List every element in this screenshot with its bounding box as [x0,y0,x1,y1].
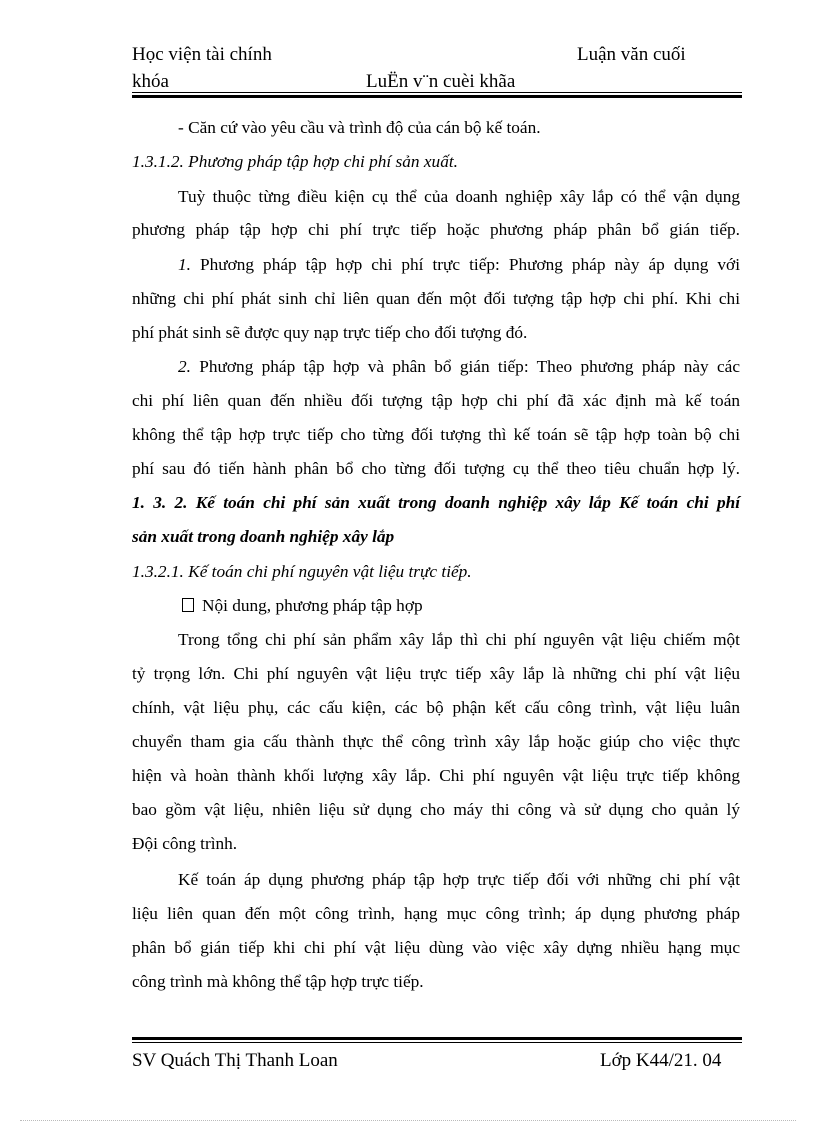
body-line: hiện và hoàn thành khối lượng xây lắp. Chi phí nguyên vật liệu trực tiếp không [132,766,740,785]
bullet-text: Nội dung, phương pháp tập hợp [202,596,423,615]
body-line: chuyển tham gia cấu thành thực thể công trình xây lắp hoặc giúp cho việc thực [132,732,740,751]
header-institution: Học viện tài chính [132,44,272,65]
numbered-paragraph-1 [178,254,740,276]
checkbox-bullet-icon [182,598,194,612]
body-line: liệu liên quan đến một công trình, hạng mục công trình; áp dụng phương pháp [132,904,740,923]
footer-rule-thin [132,1042,742,1043]
page-edge-divider [20,1120,796,1121]
body-line: những chi phí phát sinh chỉ liên quan đến một đối tượng tập hợp chi phí. Khi chi [132,289,740,308]
header-encoded-title: LuËn v¨n cuèi khãa [366,71,516,92]
body-line: phí phát sinh sẽ được quy nạp trực tiếp cho đối tượng đó. [132,323,528,342]
header-rule-thick [132,95,742,98]
list-number: 2. [178,357,191,376]
list-text: Phương pháp tập hợp chi phí trực tiếp: Phương pháp này áp dụng với [200,255,740,274]
body-line: công trình mà không thể tập hợp trực tiếp. [132,972,424,991]
body-line: phân bổ gián tiếp khi chi phí vật liệu dùng vào việc xây dựng nhiều hạng mục [132,938,740,957]
header-thesis-title: Luận văn cuối [577,44,686,65]
list-text: Phương pháp tập hợp và phân bổ gián tiếp: Theo phương pháp này các [199,357,741,376]
body-line: bao gồm vật liệu, nhiên liệu sử dụng cho máy thi công và sử dụng cho quản lý [132,800,740,819]
subsection-heading: 1.3.2.1. Kế toán chi phí nguyên vật liệu trực tiếp. [132,562,472,581]
body-line: không thể tập hợp trực tiếp cho từng đối tượng thì kế toán sẽ tập hợp toàn bộ chi [132,425,740,444]
list-number: 1. [178,255,191,274]
body-line: Kế toán áp dụng phương pháp tập hợp trực tiếp đối với những chi phí vật [178,870,740,889]
body-line: phí sau đó tiến hành phân bổ cho từng đối tượng cụ thể theo tiêu chuẩn hợp lý. [132,459,740,478]
section-heading: 1. 3. 2. Kế toán chi phí sản xuất trong doanh nghiệp xây lắp Kế toán chi phí [132,493,740,512]
section-heading-cont: sản xuất trong doanh nghiệp xây lắp [132,527,395,546]
subsection-heading: 1.3.1.2. Phương pháp tập hợp chi phí sản xuất. [132,152,458,171]
footer-class-code: Lớp K44/21. 04 [600,1050,722,1071]
footer-student-name: SV Quách Thị Thanh Loan [132,1050,338,1071]
body-line: phương pháp tập hợp chi phí trực tiếp hoặc phương pháp phân bổ gián tiếp. [132,220,740,239]
header-rule-thin [132,92,742,93]
bullet-item [182,595,423,617]
header-course: khóa [132,71,169,92]
body-line: chi phí liên quan đến nhiều đối tượng tập hợp chi phí đã xác định mà kế toán [132,391,740,410]
numbered-paragraph-2 [178,356,740,378]
body-line: - Căn cứ vào yêu cầu và trình độ của cán bộ kế toán. [178,118,541,137]
body-line: tỷ trọng lớn. Chi phí nguyên vật liệu trực tiếp xây lắp là những chi phí vật liệu [132,664,740,683]
body-line: Đội công trình. [132,834,238,853]
footer-rule-thick [132,1037,742,1040]
body-line: Trong tổng chi phí sản phẩm xây lắp thì chi phí nguyên vật liệu chiếm một [178,630,740,649]
body-line: chính, vật liệu phụ, các cấu kiện, các bộ phận kết cấu công trình, vật liệu luân [132,698,740,717]
body-line: Tuỳ thuộc từng điều kiện cụ thể của doanh nghiệp xây lắp có thể vận dụng [178,187,740,206]
